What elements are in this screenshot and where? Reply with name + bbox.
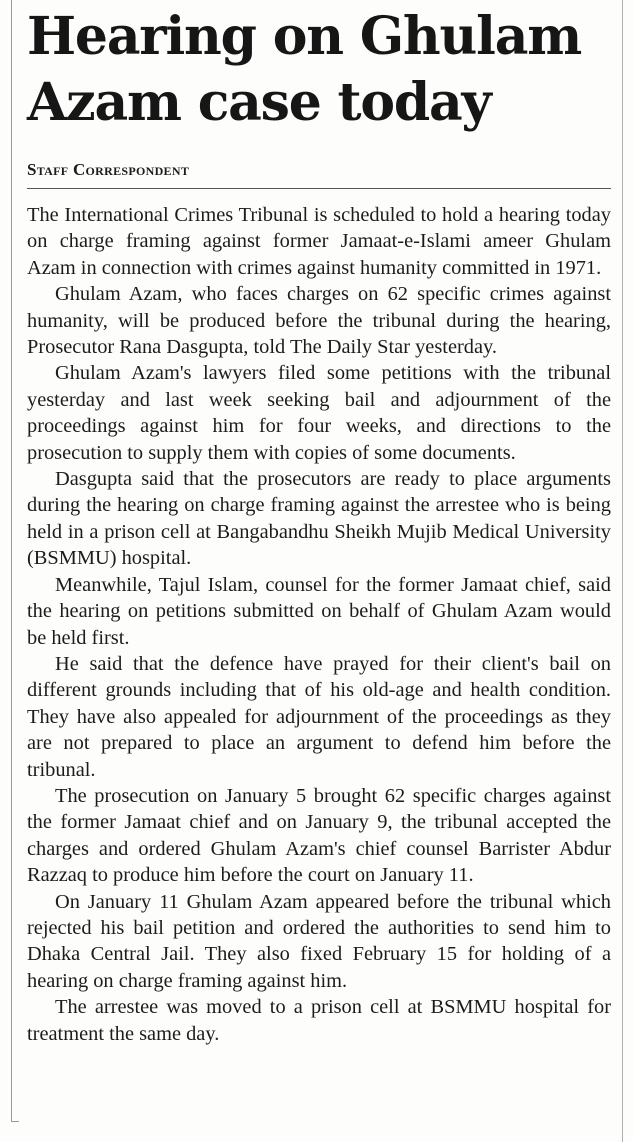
- paragraph: The arrestee was moved to a prison cell at BSMMU hospital for treatment the same day.: [27, 996, 611, 1045]
- paragraph: The prosecution on January 5 brought 62 specific charges against the former Jamaat chief and on January 9, the tribunal accepted the charges and ordered Ghulam Azam's chief counsel Barrister Abdur Razzaq to produce him before the court on January 11.: [27, 784, 611, 887]
- paragraph: He said that the defence have prayed for their client's bail on different grounds including that of his old-age and health condition. They have also appealed for adjournment of the proceedings as they are not prepared to place an argument to defend him before the tribunal.: [27, 652, 611, 781]
- paragraph: Ghulam Azam's lawyers filed some petitions with the tribunal yesterday and last week seeking bail and adjournment of the proceedings against him for four weeks, and directions to the prosecution to supply them with copies of some documents.: [27, 362, 611, 464]
- article-body: [27, 202, 611, 1047]
- column-rule-left: [11, 0, 12, 1122]
- paragraph: The International Crimes Tribunal is scheduled to hold a hearing today on charge framing against former Jamaat-e-Islami ameer Ghulam Azam in connection with crimes against humanity committed in 1971.: [27, 204, 611, 279]
- byline-divider: [27, 188, 611, 189]
- byline: Staff Correspondent: [27, 160, 190, 179]
- headline: Hearing on Ghulam Azam case today: [27, 6, 582, 133]
- paragraph: Ghulam Azam, who faces charges on 62 specific crimes against humanity, will be produced before the tribunal during the hearing, Prosecutor Rana Dasgupta, told The Daily Star yesterday.: [27, 283, 611, 359]
- paragraph: Meanwhile, Tajul Islam, counsel for the former Jamaat chief, said the hearing on petitions submitted on behalf of Ghulam Azam would be held first.: [27, 573, 611, 649]
- column-rule-corner: [11, 1121, 19, 1122]
- paragraph: Dasgupta said that the prosecutors are ready to place arguments during the hearing on charge framing against the arrestee who is being held in a prison cell at Bangabandhu Sheikh Mujib Medical University (BSMMU) hospital.: [27, 468, 611, 570]
- column-rule-right: [622, 0, 623, 1142]
- paragraph: On January 11 Ghulam Azam appeared before the tribunal which rejected his bail petition and ordered the authorities to send him to Dhaka Central Jail. They also fixed February 15 for holding of a hearing on charge framing against him.: [27, 890, 611, 992]
